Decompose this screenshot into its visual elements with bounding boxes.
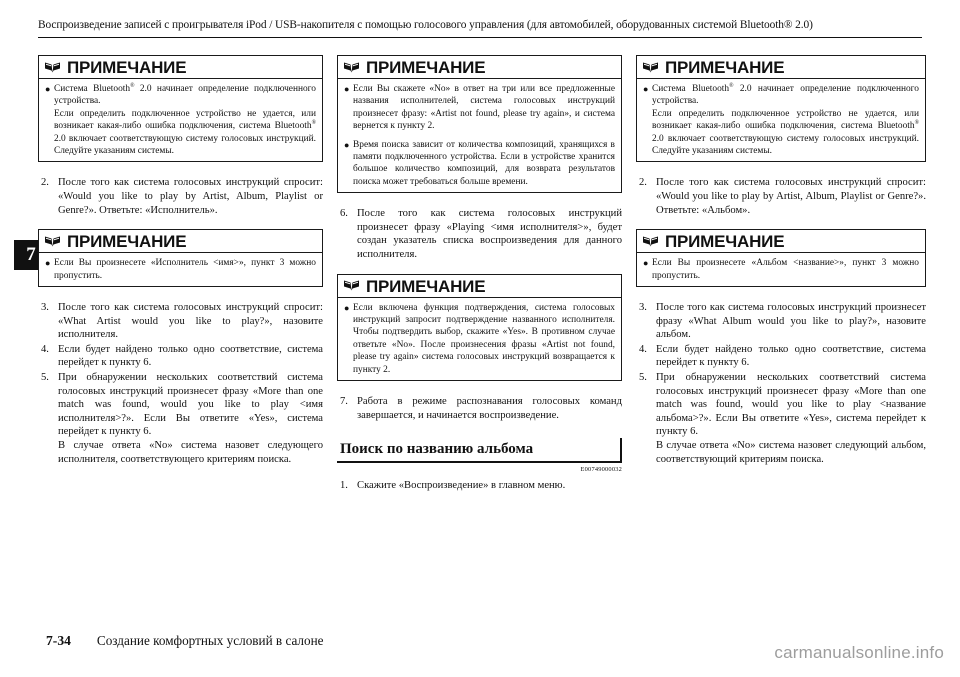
note-title: ПРИМЕЧАНИЕ: [67, 232, 187, 252]
note-header: [338, 56, 621, 79]
chapter-tab-number: 7: [26, 244, 36, 265]
steps-list: [38, 301, 323, 466]
step-number: 4.: [639, 343, 647, 355]
step-text: Если будет найдено только одно соответствие, система перейдет к пункту 6.: [656, 343, 926, 369]
list-item: [337, 395, 622, 422]
note-item-text: Система Bluetooth® 2.0 начинает определение подключенного устройства. Если определить подключенное устройство не удается, или возникает какая-либо ошибка подключения, система Bluetooth® 2.0 включает соответствующую систему голосовых инструкций. Следуйте указаниям системы.: [652, 82, 919, 157]
note-title: ПРИМЕЧАНИЕ: [366, 276, 486, 296]
note-title: ПРИМЕЧАНИЕ: [665, 232, 785, 252]
steps-list: [636, 176, 926, 217]
footer-page-number: 7-34: [46, 633, 71, 648]
step-text: Скажите «Воспроизведение» в главном меню.: [357, 480, 566, 492]
list-item: [636, 176, 926, 217]
section-reference-code: E00749000032: [580, 466, 622, 474]
step-paragraph: При обнаружении нескольких соответствий система голосовых инструкций произнесет фразу «More than one match was found, would you like to play <название альбома>?». Если Вы ответите «Yes», система перейдет к пункту 6.: [656, 372, 926, 438]
note-item-text: Если Вы скажете «No» в ответ на три или все предложенные названия исполнителей, система голосовых инструкций произнесет фразу: «Artist not found, please try again», и система вернется к пункту 2.: [353, 84, 615, 132]
note-item: [344, 139, 615, 189]
note-body: [39, 253, 322, 286]
note-item: [344, 83, 615, 133]
steps-list: [337, 207, 622, 261]
note-box: [38, 55, 323, 162]
step-number: 4.: [41, 343, 49, 355]
step-text: Работа в режиме распознавания голосовых команд завершается, и начинается воспроизведение.: [357, 396, 622, 421]
open-book-icon: [343, 61, 360, 75]
page-header: [38, 18, 922, 38]
note-box: [38, 229, 323, 287]
step-text: Если будет найдено только одно соответствие, система перейдет к пункту 6.: [58, 343, 323, 369]
step-number: 5.: [41, 372, 49, 383]
list-item: [38, 301, 323, 342]
note-header: [637, 56, 925, 79]
step-text: [656, 371, 926, 466]
note-box: [337, 274, 622, 381]
note-body: [637, 79, 925, 161]
bullet-icon: ●: [344, 139, 350, 150]
note-header: [338, 275, 621, 298]
note-header: [39, 56, 322, 79]
footer-section-title: Создание комфортных условий в салоне: [96, 633, 324, 648]
watermark: carmanualsonline.info: [774, 643, 944, 662]
steps-list: [636, 301, 926, 466]
section-heading-text: Поиск по названию альбома: [337, 438, 622, 463]
step-text: После того как система голосовых инструкций произнесет фразу «What Album would you like to play?», назовите альбом.: [656, 302, 926, 341]
note-item-text: Система Bluetooth® 2.0 начинает определение подключенного устройства. Если определить подключенное устройство не удается, или возникает какая-либо ошибка подключения, система Bluetooth® 2.0 включает соответствующую систему голосовых инструкций. Следуйте указаниям системы.: [54, 82, 316, 157]
note-box: [636, 55, 926, 162]
note-item-text: Время поиска зависит от количества композиций, хранящихся в памяти подключенного устройства. Если в устройстве хранится большое количество композиций, для возврата результатов поиска может требоваться больше времени.: [353, 139, 615, 187]
step-number: 7.: [340, 396, 348, 408]
open-book-icon: [44, 235, 61, 249]
open-book-icon: [642, 61, 659, 75]
bullet-icon: ●: [45, 258, 51, 269]
step-number: 3.: [639, 302, 647, 314]
step-text: После того как система голосовых инструкций произнесет фразу «Playing <имя исполнителя>», будет создан указатель списка воспроизведения для данного исполнителя.: [357, 208, 622, 261]
note-header: [637, 230, 925, 253]
step-text: [58, 371, 323, 466]
list-item: [337, 207, 622, 261]
content-columns: [38, 55, 926, 505]
note-box: [337, 55, 622, 193]
column-3: [636, 55, 926, 505]
bullet-icon: ●: [643, 84, 649, 94]
step-text: После того как система голосовых инструкций спросит: «What Artist would you like to play?», назовите исполнителя.: [58, 302, 323, 341]
open-book-icon: [343, 279, 360, 293]
bullet-icon: ●: [344, 302, 350, 313]
step-number: 2.: [639, 177, 647, 189]
note-title: ПРИМЕЧАНИЕ: [366, 58, 486, 77]
note-body: [39, 79, 322, 161]
note-body: [637, 253, 925, 286]
step-text: После того как система голосовых инструкций спросит: «Would you like to play by Artist, Album, Playlist or Genre?». Ответьте: «Исполнитель».: [58, 177, 323, 216]
note-item: [643, 257, 919, 282]
step-number: 3.: [41, 302, 49, 314]
list-item: [38, 343, 323, 370]
note-item-text: Если включена функция подтверждения, система голосовых инструкций запросит подтверждение названного исполнителя. Чтобы подтвердить выбор, скажите «Yes». В противном случае ответьте «No». После произнесения фразы «Artist not found, please try again» система голосовых инструкций возвращается к пункту 2.: [353, 302, 615, 375]
list-item: [38, 176, 323, 217]
note-item-text: Если Вы произнесете «Альбом <название>», пункт 3 можно пропустить.: [652, 258, 919, 281]
list-item: [636, 343, 926, 370]
note-body: [338, 79, 621, 192]
list-item: [337, 479, 622, 493]
page-header-title: Воспроизведение записей с проигрывателя iPod / USB-накопителя с помощью голосового управления (для автомобилей, оборудованных системой Bluetooth® 2.0): [38, 19, 813, 31]
steps-list: [337, 395, 622, 422]
bullet-icon: ●: [643, 258, 649, 269]
open-book-icon: [642, 235, 659, 249]
list-item: [636, 371, 926, 466]
note-box: [636, 229, 926, 287]
steps-list: [337, 479, 622, 493]
step-number: 6.: [340, 208, 348, 220]
list-item: [38, 371, 323, 466]
step-paragraph-2: В случае ответа «No» система назовет следующий альбом, соответствующий критериям поиска.: [656, 439, 926, 465]
column-1: [38, 55, 323, 505]
note-item: [45, 83, 316, 157]
open-book-icon: [44, 61, 61, 75]
note-item: [45, 257, 316, 282]
note-item: [643, 83, 919, 157]
step-number: 5.: [639, 372, 647, 383]
steps-list: [38, 176, 323, 217]
page-footer: [46, 633, 324, 649]
note-title: ПРИМЕЧАНИЕ: [665, 58, 785, 77]
bullet-icon: ●: [45, 84, 51, 94]
note-item: [344, 302, 615, 376]
note-header: [39, 230, 322, 253]
note-title: ПРИМЕЧАНИЕ: [67, 58, 187, 77]
step-paragraph: При обнаружении нескольких соответствий система голосовых инструкций произнесет фразу «More than one match was found, would you like to play <имя исполнителя>?». Если Вы ответите «Yes», система перейдет к пункту 6.: [58, 372, 323, 438]
section-heading: [337, 438, 622, 463]
step-number: 2.: [41, 177, 49, 189]
list-item: [636, 301, 926, 342]
note-body: [338, 298, 621, 380]
page-header-rule: [38, 37, 922, 38]
column-2: [337, 55, 622, 505]
step-number: 1.: [340, 480, 348, 492]
step-paragraph-2: В случае ответа «No» система назовет следующего исполнителя, соответствующего критериям поиска.: [58, 439, 323, 465]
step-text: После того как система голосовых инструкций спросит: «Would you like to play by Artist, Album, Playlist or Genre?». Ответьте: «Альбом».: [656, 177, 926, 216]
note-item-text: Если Вы произнесете «Исполнитель <имя>», пункт 3 можно пропустить.: [54, 258, 316, 281]
bullet-icon: ●: [344, 84, 350, 94]
